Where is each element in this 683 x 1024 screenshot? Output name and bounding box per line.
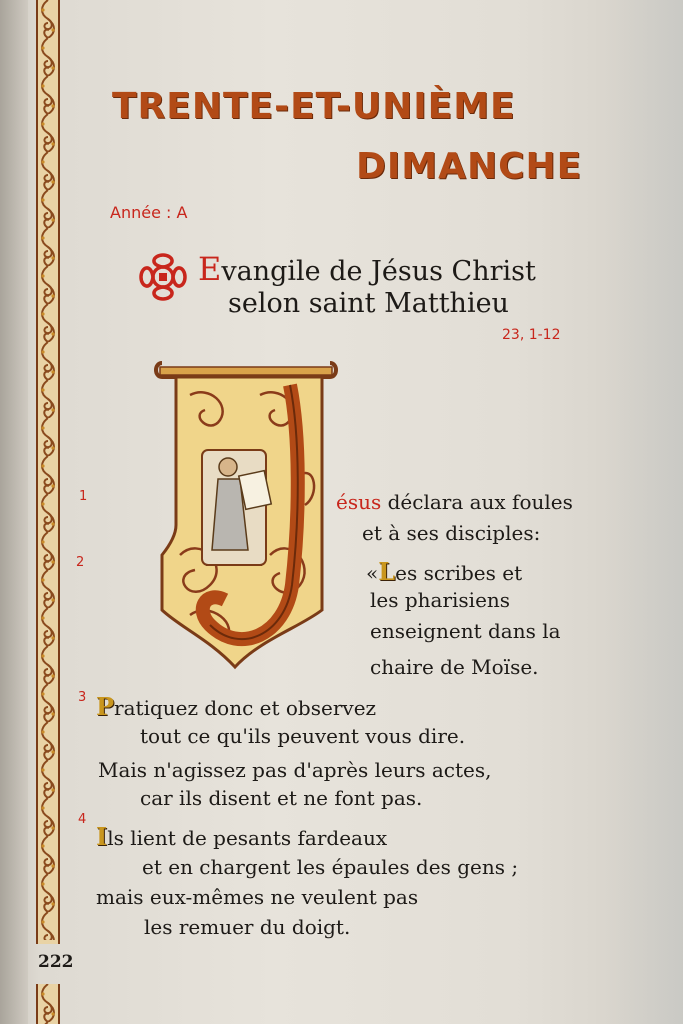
gospel-heading-line-2: selon saint Matthieu	[228, 288, 509, 319]
verse-3-line-4: car ils disent et ne font pas.	[140, 786, 423, 810]
scroll-ornament-lower	[38, 984, 58, 1024]
page-gutter-shadow	[0, 0, 28, 1024]
verse-2-line-2: les pharisiens	[370, 588, 511, 612]
decorative-border-lower	[36, 984, 60, 1024]
page-number: 222	[38, 952, 74, 972]
verse-3-line-1	[96, 692, 376, 721]
decorative-border	[36, 0, 60, 944]
verse-4-line-4: les remuer du doigt.	[144, 915, 351, 939]
gospel-heading-rest: vangile de Jésus Christ	[221, 256, 536, 287]
verse-number: 3	[78, 690, 87, 705]
scripture-reference: 23, 1-12	[502, 327, 561, 343]
verse-number: 4	[78, 812, 87, 827]
verse-number: 1	[79, 489, 88, 504]
verse-4-text: ls lient de pesants fardeaux	[107, 826, 388, 850]
gospel-heading-cap: E	[198, 250, 222, 288]
verse-3-initial: P	[96, 692, 115, 721]
year-label: Année : A	[110, 203, 188, 222]
verse-1-line-1	[336, 490, 573, 514]
verse-1-line-2: et à ses disciples:	[362, 521, 541, 545]
scroll-ornament	[38, 0, 58, 940]
verse-2-line-3: enseignent dans la	[370, 619, 561, 643]
verse-number: 2	[76, 555, 85, 570]
verse-1-text: déclara aux foules	[381, 490, 573, 514]
verse-2-line-4: chaire de Moïse.	[370, 655, 539, 679]
verse-3-line-2: tout ce qu'ils peuvent vous dire.	[140, 724, 466, 748]
verse-3-line-3: Mais n'agissez pas d'après leurs actes,	[98, 758, 492, 782]
illuminated-initial-j	[150, 355, 342, 670]
verse-4-initial: I	[96, 822, 108, 851]
celtic-knot-icon	[137, 251, 189, 303]
verse-4-line-2: et en chargent les épaules des gens ;	[142, 855, 519, 879]
verse-2-line-1	[366, 557, 522, 586]
page-edge-shadow	[603, 0, 683, 1024]
verse-2-initial: L	[378, 557, 396, 586]
verse-4-line-1	[96, 822, 387, 851]
verse-2-text: es scribes et	[395, 561, 523, 585]
title-line-2: DIMANCHE	[356, 146, 583, 187]
title-line-1: TRENTE-ET-UNIÈME	[112, 86, 516, 127]
gospel-heading-line-1	[198, 250, 536, 288]
verse-4-line-3: mais eux-mêmes ne veulent pas	[96, 885, 419, 909]
open-quote: «	[366, 561, 379, 585]
verse-3-text: ratiquez donc et observez	[114, 696, 377, 720]
verse-1-red-word: ésus	[336, 490, 382, 514]
